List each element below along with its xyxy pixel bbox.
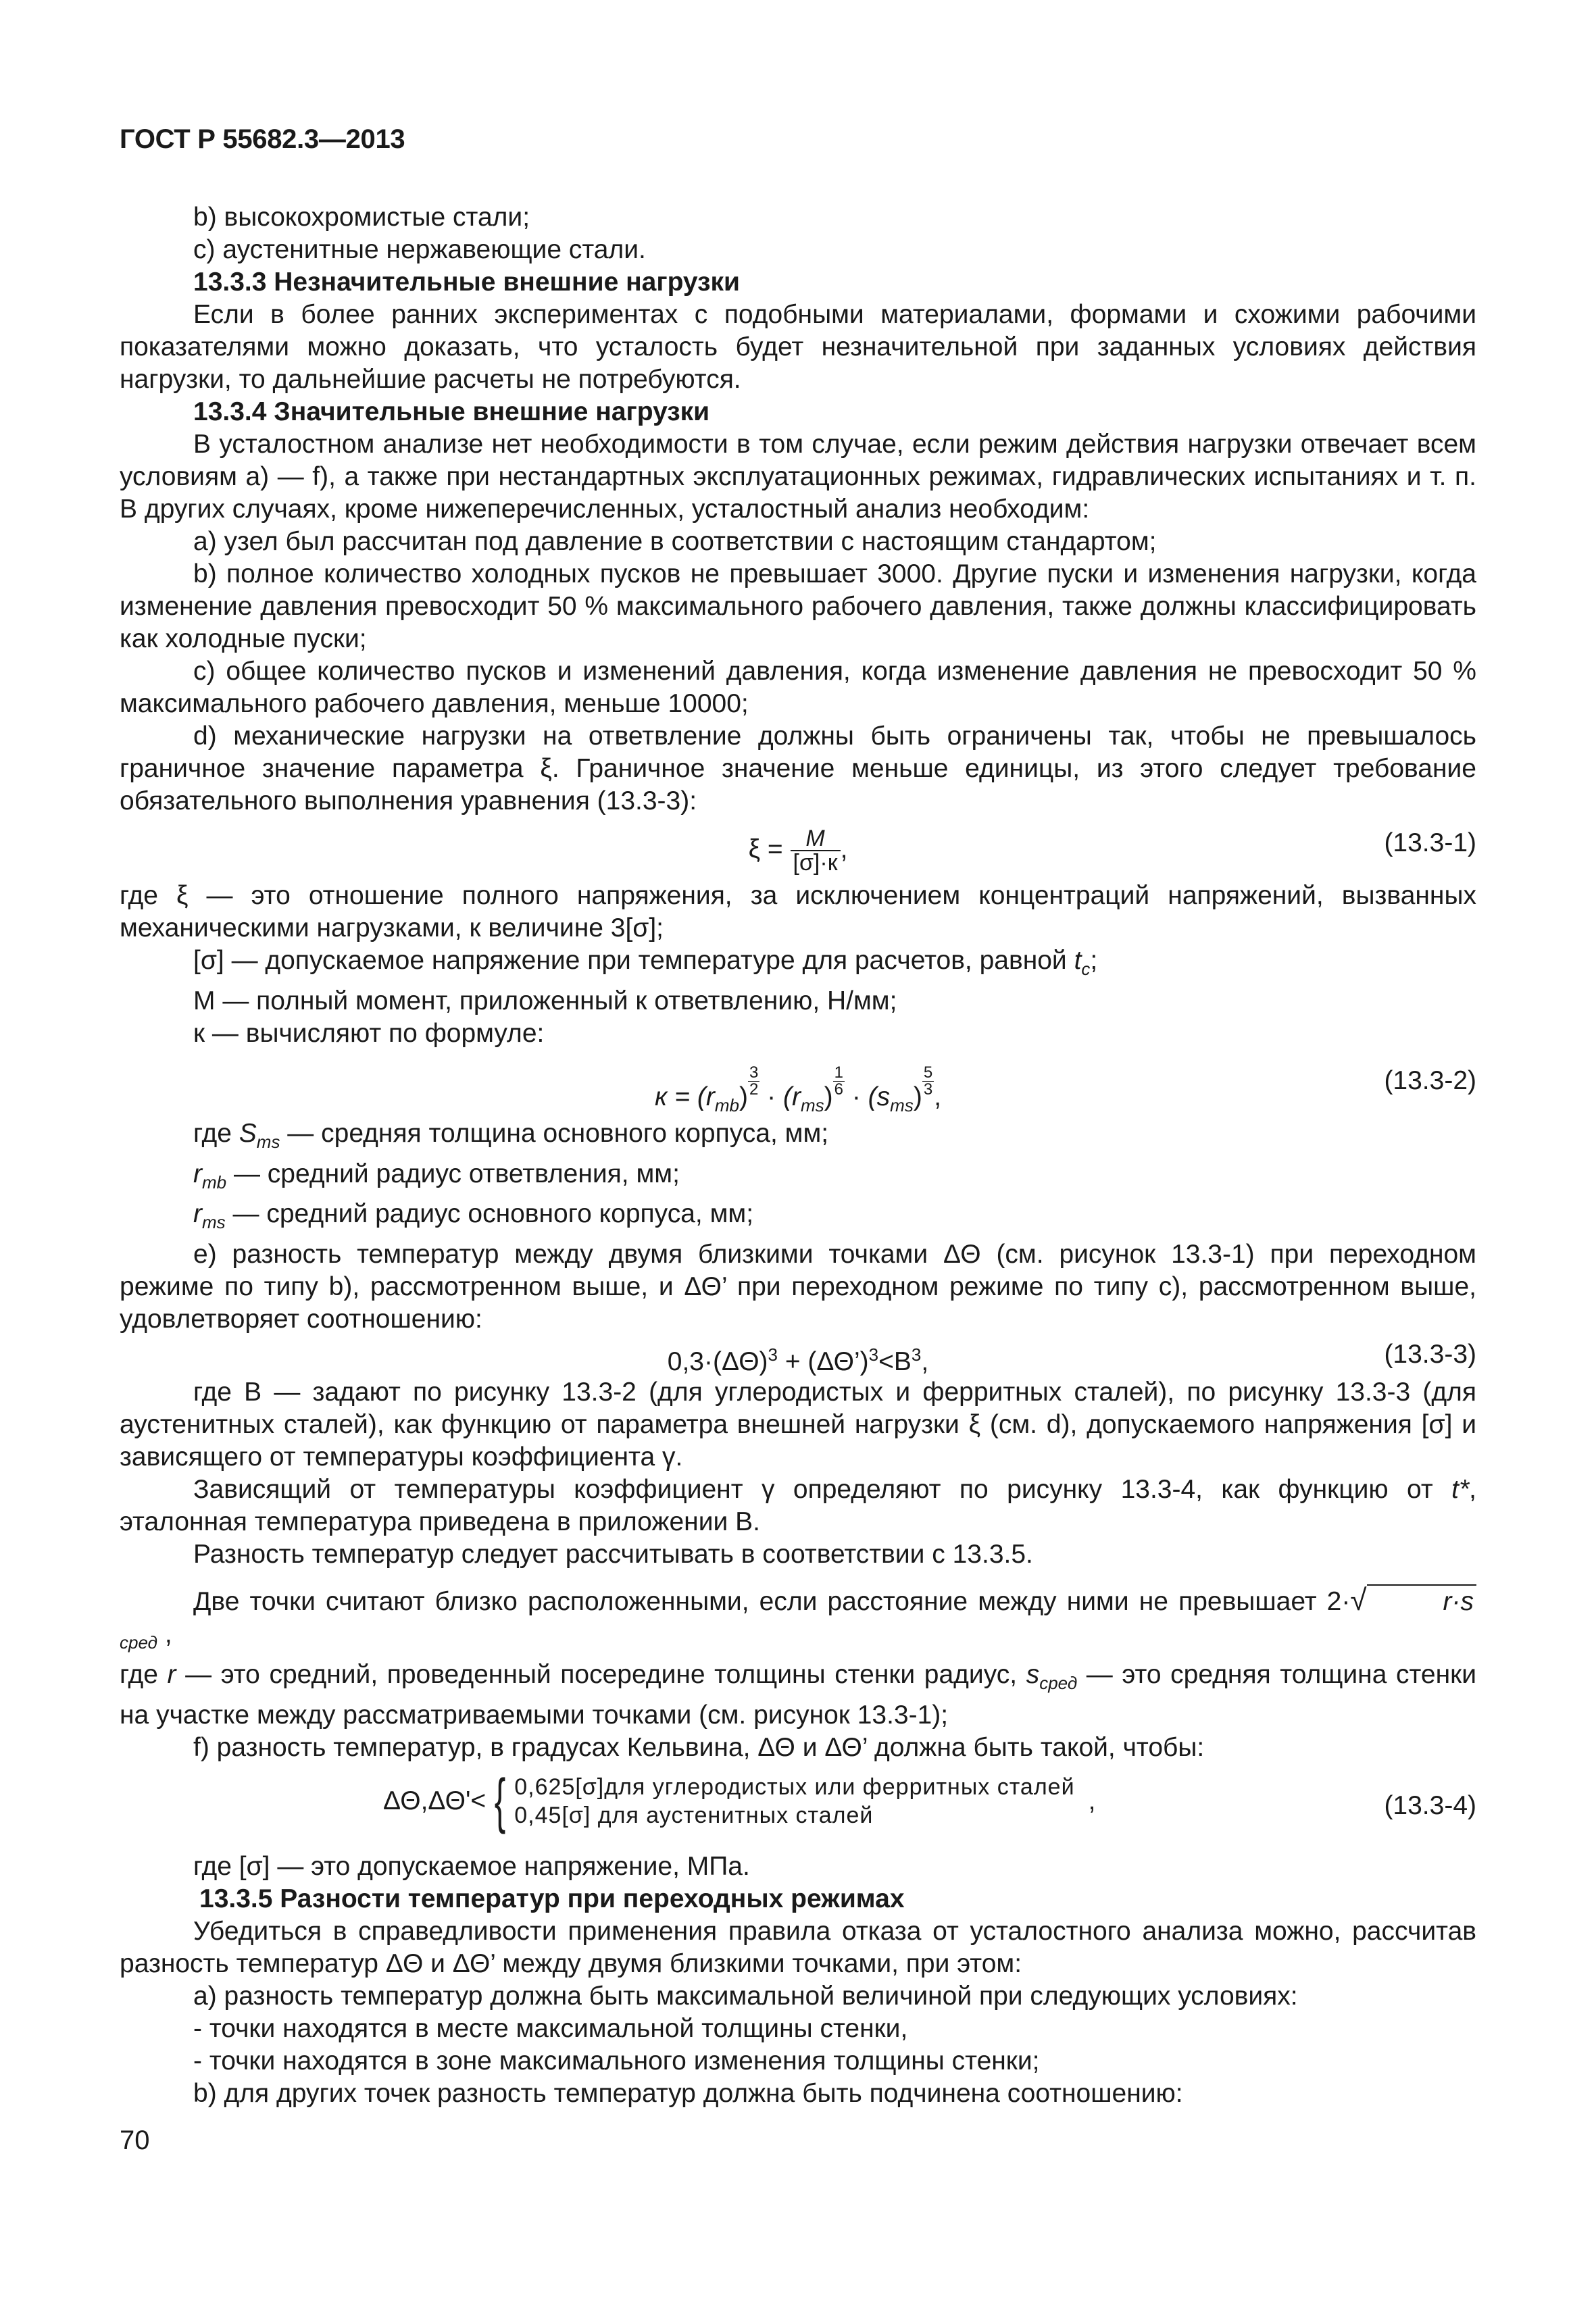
paragraph-13-3-5: Убедиться в справедливости применения правила отказа от усталостного анализа можно, рассчитав разность температур ΔΘ и ΔΘ’ между двумя близкими точками, при этом: <box>120 1916 1476 1978</box>
document-body <box>120 201 1476 2110</box>
definition-sigma-mpa: где [σ] — это допускаемое напряжение, МПа. <box>193 1851 750 1881</box>
equation-13-3-3: $0,3\cdot(\Delta\Theta)^3$ + $(\Delta\Theta’)^3<B^3$, (13.3-3) <box>667 1340 1476 1377</box>
equation-comma: , <box>840 834 848 864</box>
paragraph-13-3-3: Если в более ранних экспериментах с подобными материалами, формами и схожими рабочими показателями можно доказать, что усталость будет незначительной при заданных условиях действия нагрузки, то дальнейшие расчеты не потребуются. <box>120 300 1476 394</box>
equation-13-3-2: $к = (r_{mb})$ $\frac{3}{2}$ · $(r_{ms})$ $\frac{1}{6}$ · $(s_{ms})$ $\frac{5}{3}$ , (13.3-2) <box>654 1063 1476 1115</box>
exponent-1-6: $\frac{1}{6}$ <box>834 1063 843 1099</box>
list-item-dash-2: - точки находятся в зоне максимального изменения толщины стенки; <box>193 2046 1040 2076</box>
equation-13-3-4: ΔΘ,ΔΘ'< { 0,625[σ]для углеродистых или ферритных сталей 0,45[σ] для аустенитных сталей , (13.3-4) <box>383 1767 1476 1835</box>
equation-number: (13.3-3) <box>1384 1340 1476 1369</box>
page-number: 70 <box>120 2126 150 2155</box>
definition-b: где B — задают по рисунку 13.3-2 (для углеродистых и ферритных сталей), по рисунку 13.3-3 (для аустенитных сталей), как функцию от параметра внешней нагрузки ξ (см. d), допускаемого напряжения [σ] и зависящего от температуры коэффициента γ. <box>120 1378 1476 1472</box>
exponent-3-2: $\frac{3}{2}$ <box>749 1063 759 1099</box>
section-heading-13-3-5: 13.3.5 Разности температур при переходных режимах <box>199 1884 905 1913</box>
definition-k: к — вычисляют по формуле: <box>193 1018 545 1048</box>
list-item-b-steels: b) высокохромистые стали; <box>193 203 530 232</box>
list-item-b-13-3-5: b) для других точек разность температур должна быть подчинена соотношению: <box>193 2078 1183 2108</box>
section-heading-13-3-3: 13.3.3 Незначительные внешние нагрузки <box>193 268 740 297</box>
list-item-e: e) разность температур между двумя близкими точками ΔΘ (см. рисунок 13.3-1) при переходном режиме по типу b), рассмотренном выше, и ΔΘ’ при переходном режиме по типу c), рассмотренном выше, удовлетворяет соотношению: <box>120 1240 1476 1334</box>
list-item-a-13-3-5: a) разность температур должна быть максимальной величиной при следующих условиях: <box>193 1981 1298 2011</box>
equation-13-3-1 <box>120 823 1476 874</box>
paragraph-gamma: Зависящий от температуры коэффициент γ определяют по рисунку 13.3-4, как функцию от t*, эталонная температура приведена в приложении B. <box>120 1475 1476 1537</box>
fraction-denominator: [σ]·к <box>793 850 838 876</box>
list-item-a: a) узел был рассчитан под давление в соответствии с настоящим стандартом; <box>193 527 1157 556</box>
fraction-numerator: M <box>791 827 841 851</box>
definition-sms: где $S_{ms}$ — средняя толщина основного корпуса, мм; <box>193 1118 829 1152</box>
document-header: ГОСТ Р 55682.3—2013 <box>120 124 405 154</box>
equation-fraction <box>791 827 841 874</box>
left-brace: { <box>494 1767 506 1835</box>
equation-lhs: ξ = <box>748 834 783 864</box>
list-item-f: f) разность температур, в градусах Кельвина, ΔΘ и ΔΘ’ должна быть такой, чтобы: <box>193 1732 1205 1762</box>
equation-cases: 0,625[σ]для углеродистых или ферритных сталей 0,45[σ] для аустенитных сталей <box>514 1774 1075 1828</box>
equation-k: к = <box>654 1082 697 1111</box>
list-item-c-steels: c) аустенитные нержавеющие стали. <box>193 235 646 264</box>
paragraph-13-3-4: В усталостном анализе нет необходимости в том случае, если режим действия нагрузки отвечает всем условиям a) — f), а также при нестандартных эксплуатационных режимах, гидравлических испытаниях и т. п. В других случаях, кроме нижеперечисленных, усталостный анализ необходим: <box>120 430 1476 524</box>
equation-number: (13.3-4) <box>1384 1790 1476 1820</box>
paragraph-two-points: Две точки считают близко расположенными, если расстояние между ними не превышает 2·√ $r\cdot s_{сред}$ , <box>120 1584 1476 1659</box>
paragraph-diff-calc: Разность температур следует рассчитывать в соответствии с 13.3.5. <box>193 1540 1033 1569</box>
list-item-dash-1: - точки находятся в месте максимальной толщины стенки, <box>193 2013 908 2043</box>
equation-number: (13.3-2) <box>1384 1065 1476 1095</box>
definition-xi: где ξ — это отношение полного напряжения, за исключением концентраций напряжений, вызванных механическими нагрузками, к величине 3[σ]; <box>120 881 1476 942</box>
definition-rmb: $r_{mb}$ — средний радиус ответвления, мм; <box>193 1159 680 1192</box>
list-item-b: b) полное количество холодных пусков не превышает 3000. Другие пуски и изменения нагрузки, когда изменение давления превосходит 50 % максимального рабочего давления, также должны классифицировать как холодные пуски; <box>120 559 1476 653</box>
list-item-d: d) механические нагрузки на ответвление должны быть ограничены так, чтобы не превышалось граничное значение параметра ξ. Граничное значение меньше единицы, из этого следует требование обязательного выполнения уравнения (13.3-3): <box>120 722 1476 815</box>
section-heading-13-3-4: 13.3.4 Значительные внешние нагрузки <box>193 397 710 426</box>
definition-m: M — полный момент, приложенный к ответвлению, Н/мм; <box>193 986 897 1015</box>
equation-number: (13.3-1) <box>1384 828 1476 857</box>
exponent-5-3: $\frac{5}{3}$ <box>923 1063 933 1099</box>
list-item-c: c) общее количество пусков и изменений давления, когда изменение давления не превосходит 50 % максимального рабочего давления, меньше 10000; <box>120 657 1476 718</box>
definition-r: где r — это средний, проведенный посередине толщины стенки радиус, $s_{сред}$ — это средняя толщина стенки на участке между рассматриваемыми точками (см. рисунок 13.3-1); <box>120 1659 1476 1730</box>
definition-rms: $r_{ms}$ — средний радиус основного корпуса, мм; <box>193 1199 754 1233</box>
definition-sigma: [σ] — допускаемое напряжение при температуре для расчетов, равной $t_c$; <box>193 946 1098 979</box>
